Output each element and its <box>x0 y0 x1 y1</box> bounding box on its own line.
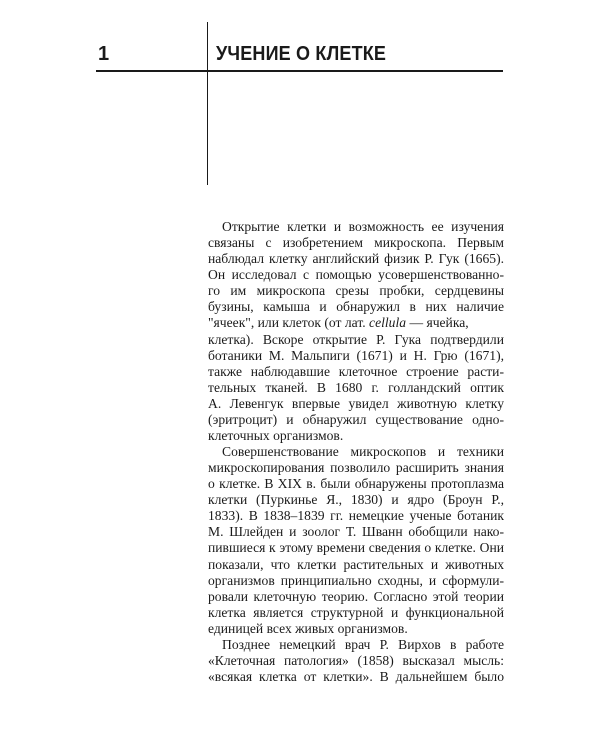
text-line: (эритроцит) и обнаружил существование одно- <box>208 411 504 427</box>
chapter-number: 1 <box>98 43 110 65</box>
text-line: «Клеточная патология» (1858) высказал мысль: <box>208 652 504 668</box>
text-line: 1833). В 1838–1839 гг. немецкие ученые ботаник <box>208 508 504 524</box>
text-line: го им микроскопа срезы пробки, сердцевины <box>208 283 504 299</box>
text-line: о клетке. В XIX в. были обнаружены протоплазма <box>208 476 504 492</box>
text-line: ровали клеточную теорию. Согласно этой теории <box>208 588 504 604</box>
text-line: пившиеся к этому времени сведения о клетке. Они <box>208 540 504 556</box>
text-line: Открытие клетки и возможность ее изучения <box>222 219 504 234</box>
text-line: единицей всех живых организмов. <box>208 620 408 636</box>
text-line: тельных тканей. В 1680 г. голландский оптик <box>208 379 504 395</box>
text-line: бузины, камыша и обнаружил в них наличие <box>208 299 504 315</box>
text-line: М. Шлейден и зоолог Т. Шванн обобщили нако- <box>208 524 504 540</box>
text-line: «всякая клетка от клетки». В дальнейшем было <box>208 669 504 684</box>
text-line: А. Левенгук впервые увидел животную клетку <box>208 395 504 411</box>
text-line: микроскопирования позволило расширить знания <box>208 460 504 476</box>
text-line: организмов принципиально сходны, и сформули- <box>208 572 504 588</box>
text-line: клетка является структурной и функциональной <box>208 604 504 620</box>
text-line: клеточных организмов. <box>208 427 344 443</box>
text-line: клетки (Пуркинье Я., 1830) и ядро (Броун Р., <box>208 492 504 508</box>
latin-term: cellula <box>369 315 407 331</box>
text-line: Позднее немецкий врач Р. Вирхов в работе <box>222 636 504 652</box>
text-line: связаны с изобретением микроскопа. Первым <box>208 235 504 251</box>
text-line: клетка). Вскоре открытие Р. Гука подтвердили <box>208 331 504 347</box>
text-segment: — ячейка, <box>406 315 469 331</box>
text-line: Он исследовал с помощью усовершенствованно- <box>208 267 504 283</box>
text-line: Совершенствование микроскопов и техники <box>222 444 504 459</box>
text-line: наблюдал клетку английский физик Р. Гук (1665). <box>208 251 504 267</box>
text-line: показали, что клетки растительных и животных <box>208 556 504 572</box>
chapter-title: УЧЕНИЕ О КЛЕТКЕ <box>216 43 387 65</box>
text-line-with-italic <box>208 314 504 331</box>
text-line: ботаники М. Мальпиги (1671) и Н. Грю (1671), <box>208 347 504 363</box>
text-segment: "ячеек", или клеток (от лат. <box>208 315 370 331</box>
text-line: также наблюдавшие клеточное строение расти- <box>208 363 504 379</box>
